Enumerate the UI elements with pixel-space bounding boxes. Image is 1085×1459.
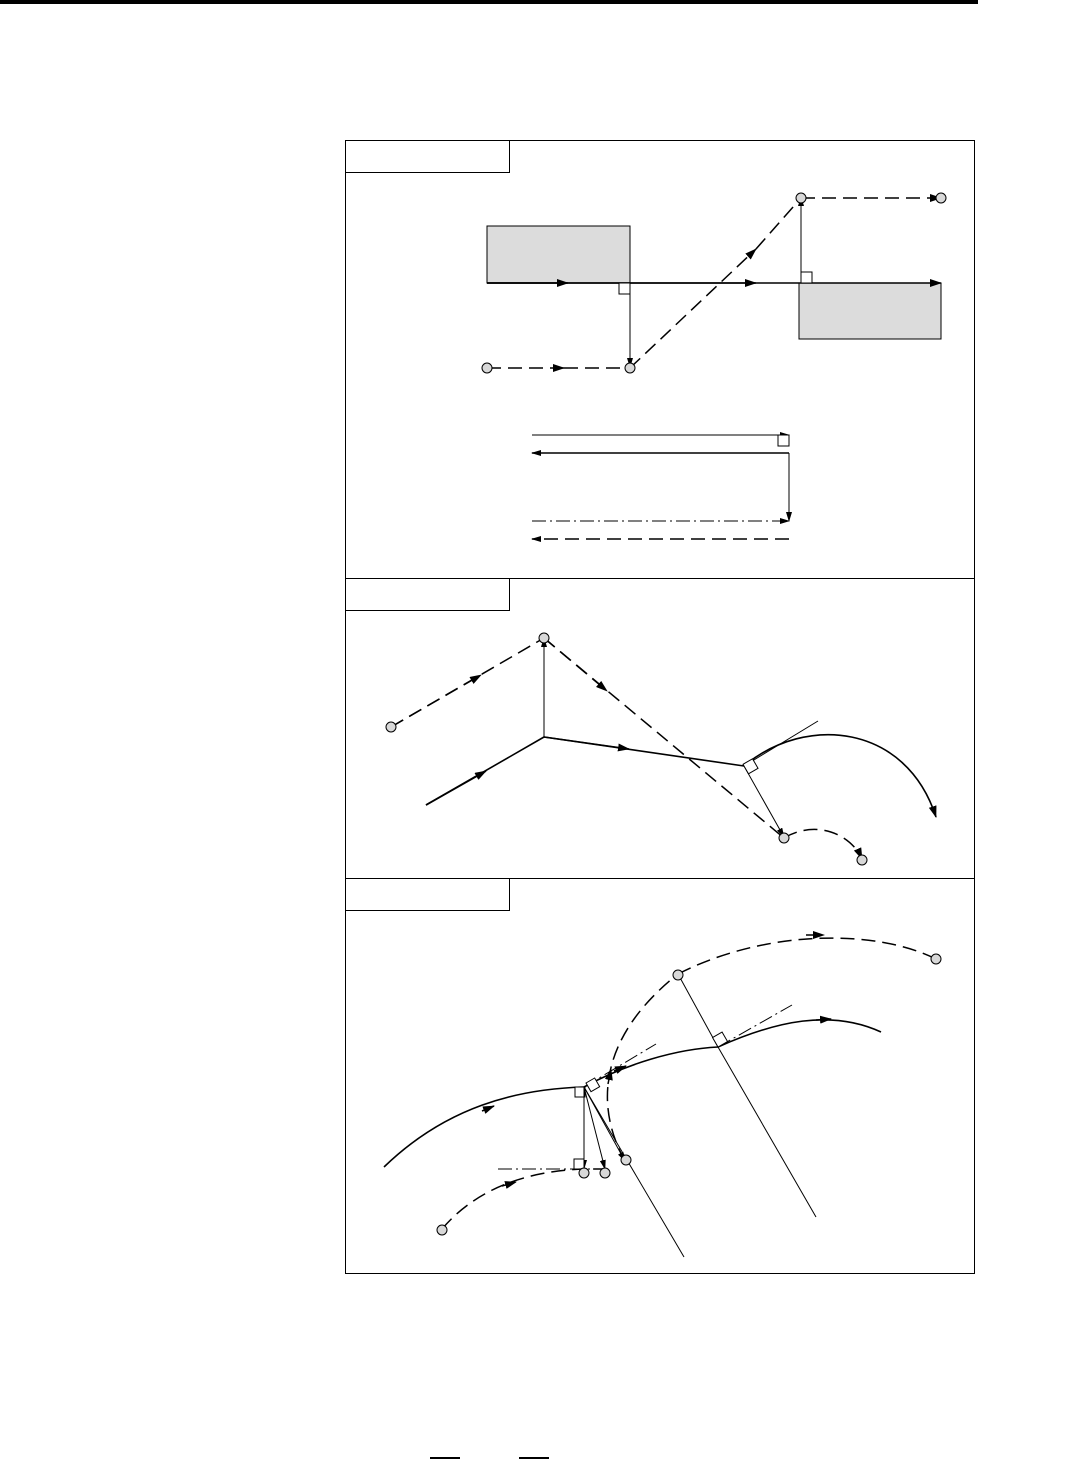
section-1 — [346, 141, 974, 578]
tool-path-loop — [607, 974, 678, 1161]
tool-path-arc-2 — [678, 938, 936, 974]
tool-point — [600, 1168, 610, 1178]
tool-point — [931, 954, 941, 964]
section-3-diagram — [346, 879, 976, 1274]
section-2-diagram — [346, 579, 976, 879]
workpiece-block-left — [487, 226, 630, 283]
tool-path-arc-1 — [442, 1169, 605, 1229]
tool-point — [796, 193, 806, 203]
tool-path-seg-2 — [630, 249, 756, 368]
tool-point — [621, 1155, 631, 1165]
section-2 — [346, 578, 974, 878]
tool-point — [779, 833, 789, 843]
programmed-arc-1 — [384, 1087, 584, 1167]
tool-point — [857, 855, 867, 865]
section-3 — [346, 878, 974, 1273]
tool-point — [579, 1168, 589, 1178]
tool-point — [673, 970, 683, 980]
figure-frame — [345, 140, 975, 1274]
tool-point — [482, 363, 492, 373]
header-rule — [0, 0, 978, 4]
normal-line-1 — [584, 1087, 684, 1257]
section-1-diagram — [346, 141, 976, 578]
tangent-line — [744, 721, 818, 766]
tool-point — [437, 1225, 447, 1235]
tool-point — [539, 633, 549, 643]
tool-path-arc — [784, 829, 862, 859]
tool-point — [386, 722, 396, 732]
programmed-arc-2 — [584, 1047, 718, 1087]
normal-line-2 — [678, 974, 718, 1047]
tool-point — [625, 363, 635, 373]
tool-point — [936, 193, 946, 203]
programmed-arc — [744, 735, 936, 817]
workpiece-block-right — [799, 283, 941, 339]
